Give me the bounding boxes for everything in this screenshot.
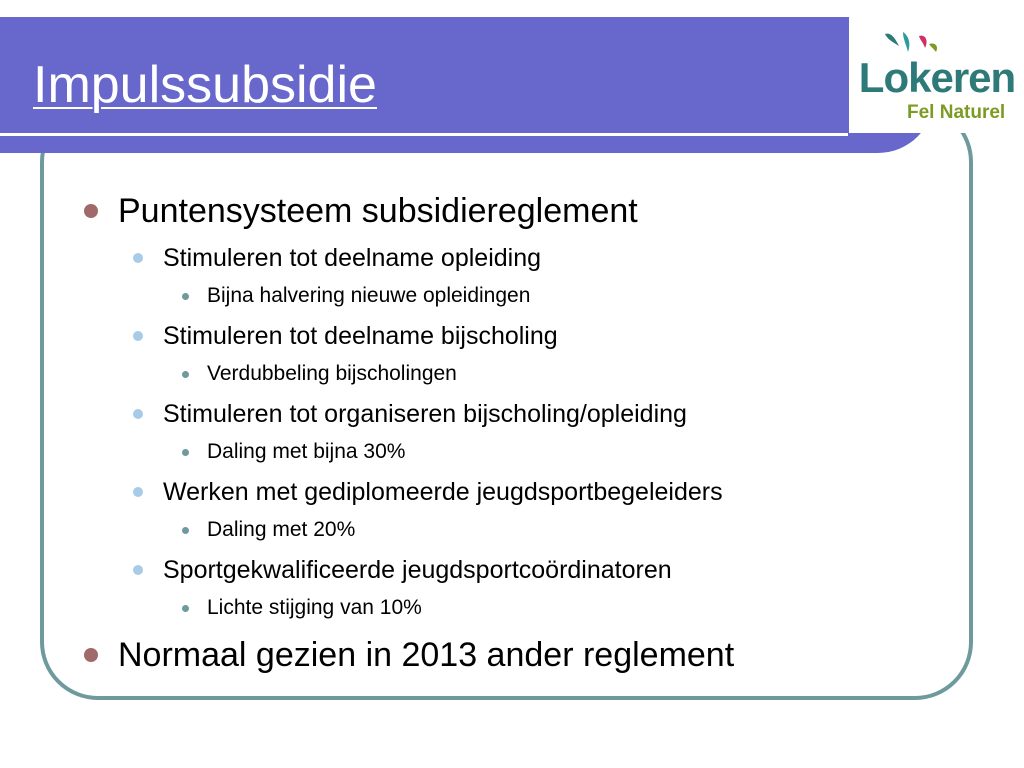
list-item: [163, 399, 687, 429]
list-item-text: Stimuleren tot deelname opleiding: [163, 244, 542, 272]
list-item-text: Stimuleren tot organiseren bijscholing/opleiding: [163, 400, 687, 428]
bullet-dot-icon: [182, 605, 189, 612]
bullet-dot-icon: [133, 253, 143, 263]
bullet-dot-icon: [182, 527, 189, 534]
list-item: [207, 517, 355, 543]
bullet-dot-icon: [133, 331, 143, 341]
list-item-text: Daling met 20%: [207, 518, 356, 541]
bullet-dot-icon: [182, 449, 189, 456]
list-item-text: Bijna halvering nieuwe opleidingen: [207, 284, 531, 307]
list-item: [207, 439, 405, 465]
list-item-text: Verdubbeling bijscholingen: [207, 362, 457, 385]
list-item: [118, 191, 638, 231]
lokeren-logo: [851, 26, 1023, 131]
bullet-dot-icon: [133, 565, 143, 575]
list-item-text: Sportgekwalificeerde jeugdsportcoördinatoren: [163, 556, 672, 584]
list-item: [207, 595, 422, 621]
list-item: [163, 555, 672, 585]
bullet-dot-icon: [182, 371, 189, 378]
bullet-dot-icon: [133, 409, 143, 419]
bullet-dot-icon: [84, 204, 98, 218]
list-item: [207, 361, 457, 387]
slide-title: Impulssubsidie: [33, 56, 377, 114]
list-item-text: Daling met bijna 30%: [207, 440, 406, 463]
list-item-text: Normaal gezien in 2013 ander reglement: [118, 636, 735, 674]
title-divider: [0, 133, 848, 136]
list-item: [207, 283, 530, 309]
logo-tagline: Fel Naturel: [907, 102, 1006, 123]
list-item: [118, 635, 734, 675]
logo-wordmark: Lokeren: [858, 54, 1016, 101]
list-item: [163, 321, 558, 351]
bullet-dot-icon: [84, 648, 98, 662]
list-item: [163, 477, 723, 507]
list-item-text: Lichte stijging van 10%: [207, 596, 422, 619]
bullet-dot-icon: [133, 487, 143, 497]
list-item: [163, 243, 541, 273]
list-item-text: Stimuleren tot deelname bijscholing: [163, 322, 558, 350]
bullet-dot-icon: [182, 293, 189, 300]
list-item-text: Puntensysteem subsidiereglement: [118, 192, 638, 230]
list-item-text: Werken met gediplomeerde jeugdsportbegeleiders: [163, 478, 723, 506]
